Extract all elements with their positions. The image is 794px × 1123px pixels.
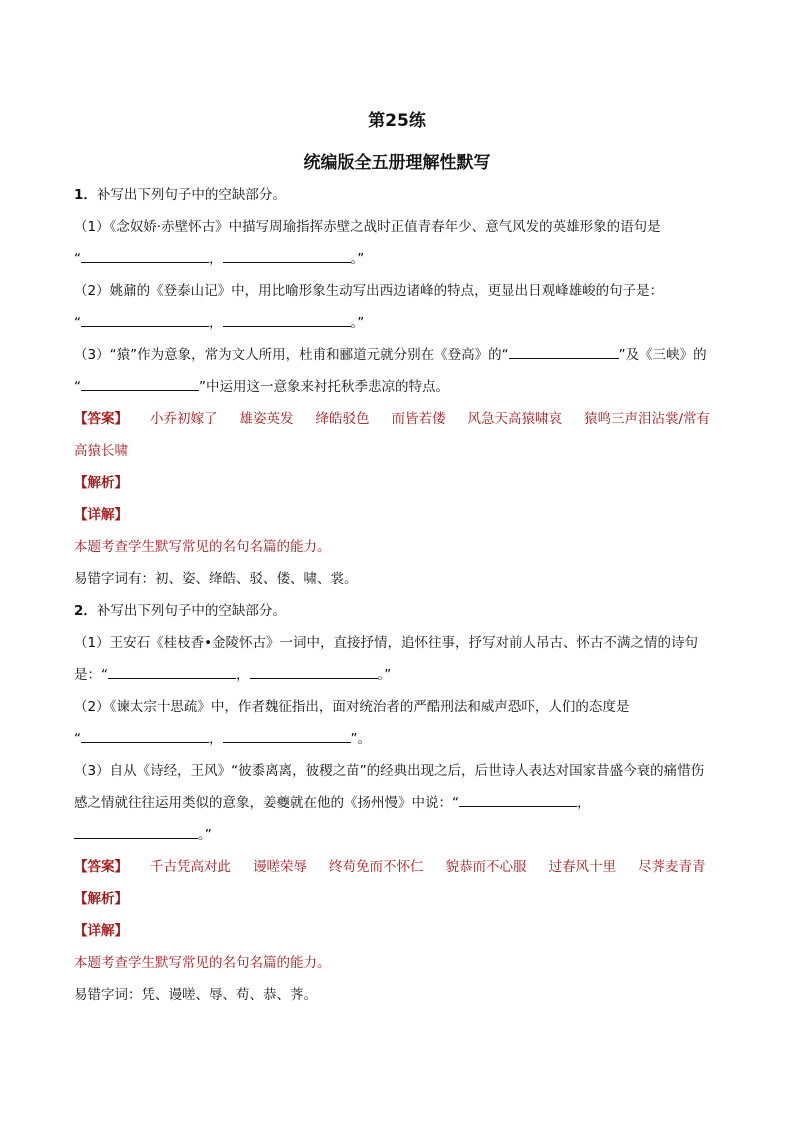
q2-s3-blank-line: 。” xyxy=(74,826,212,844)
blank[interactable] xyxy=(509,346,619,359)
q2-errors: 易错字词：凭、谩嗟、辱、苟、恭、荠。 xyxy=(74,987,317,1003)
q2-s2-blanks: “ ， ”。 xyxy=(74,731,371,747)
q2-detail-text: 本题考查学生默写常见的名句名篇的能力。 xyxy=(74,955,331,971)
q1-heading: 1．补写出下列句子中的空缺部分。 xyxy=(74,187,286,203)
q1-s1-text: （1）《念奴娇·赤壁怀古》中描写周瑜指挥赤壁之战时正值青春年少、意气风发的英雄形象的语句是 xyxy=(74,219,661,235)
q1-s3-text: （3）“猿”作为意象，常为文人所用，杜甫和郦道元就分别在《登高》的“ ”及《三峡》的 xyxy=(74,347,707,363)
blank[interactable] xyxy=(223,730,351,743)
blank[interactable] xyxy=(81,378,199,391)
lesson-title: 第25练 xyxy=(368,111,426,131)
worksheet-subtitle: 统编版全五册理解性默写 xyxy=(303,153,491,173)
q1-detail-text: 本题考查学生默写常见的名句名篇的能力。 xyxy=(74,539,331,555)
blank[interactable] xyxy=(108,666,236,679)
q2-analysis-tag: 【解析】 xyxy=(74,891,128,907)
blank[interactable] xyxy=(250,666,378,679)
blank[interactable] xyxy=(74,826,198,839)
blank[interactable] xyxy=(81,730,209,743)
q2-detail-tag: 【详解】 xyxy=(74,923,128,939)
q1-s1-blanks: “ ， 。” xyxy=(74,251,365,267)
q1-detail-tag: 【详解】 xyxy=(74,507,128,523)
blank[interactable] xyxy=(223,250,351,263)
q2-s3-text: （3）自从《诗经，王风》“彼黍离离，彼稷之苗”的经典出现之后，后世诗人表达对国家昔盛今衰的痛惜伤 xyxy=(74,763,705,779)
q2-s1-blanks: 是：“ ， 。” xyxy=(74,667,392,683)
q1-s2-text: （2）姚鼐的《登泰山记》中，用比喻形象生动写出西边诸峰的特点，更显出日观峰雄峻的句子是： xyxy=(74,283,664,299)
q1-s2-blanks: “ ， 。” xyxy=(74,315,365,331)
blank[interactable] xyxy=(223,314,351,327)
q2-answer: 【答案】 千古凭高对此 谩嗟荣辱 终苟免而不怀仁 貌恭而不心服 过春风十里 尽荠麦青青 xyxy=(74,859,706,875)
blank[interactable] xyxy=(459,794,577,807)
q1-answer-cont: 高猿长啸 xyxy=(74,443,128,459)
q2-s1-text: （1）王安石《桂枝香•金陵怀古》一词中，直接抒情，追怀往事，抒写对前人吊古、怀古不满之情的诗句 xyxy=(74,635,699,651)
blank[interactable] xyxy=(81,250,209,263)
blank[interactable] xyxy=(81,314,209,327)
q2-heading: 2．补写出下列句子中的空缺部分。 xyxy=(74,603,286,619)
q1-s3-cont: “ ”中运用这一意象来衬托秋季悲凉的特点。 xyxy=(74,379,449,395)
q2-s3-cont: 感之情就往往运用类似的意象，姜夔就在他的《扬州慢》中说：“ ， xyxy=(74,795,591,811)
q1-analysis-tag: 【解析】 xyxy=(74,475,128,491)
q1-errors: 易错字词有：初、姿、绛皓、驳、偻、啸、裳。 xyxy=(74,571,358,587)
q1-answer: 【答案】 小乔初嫁了 雄姿英发 绛皓驳色 而皆若偻 风急天高猿啸哀 猿鸣三声泪沾裳/常有 xyxy=(74,411,711,427)
q2-s2-text: （2）《谏太宗十思疏》中，作者魏征指出，面对统治者的严酷刑法和威声恐吓，人们的态度是 xyxy=(74,699,630,715)
